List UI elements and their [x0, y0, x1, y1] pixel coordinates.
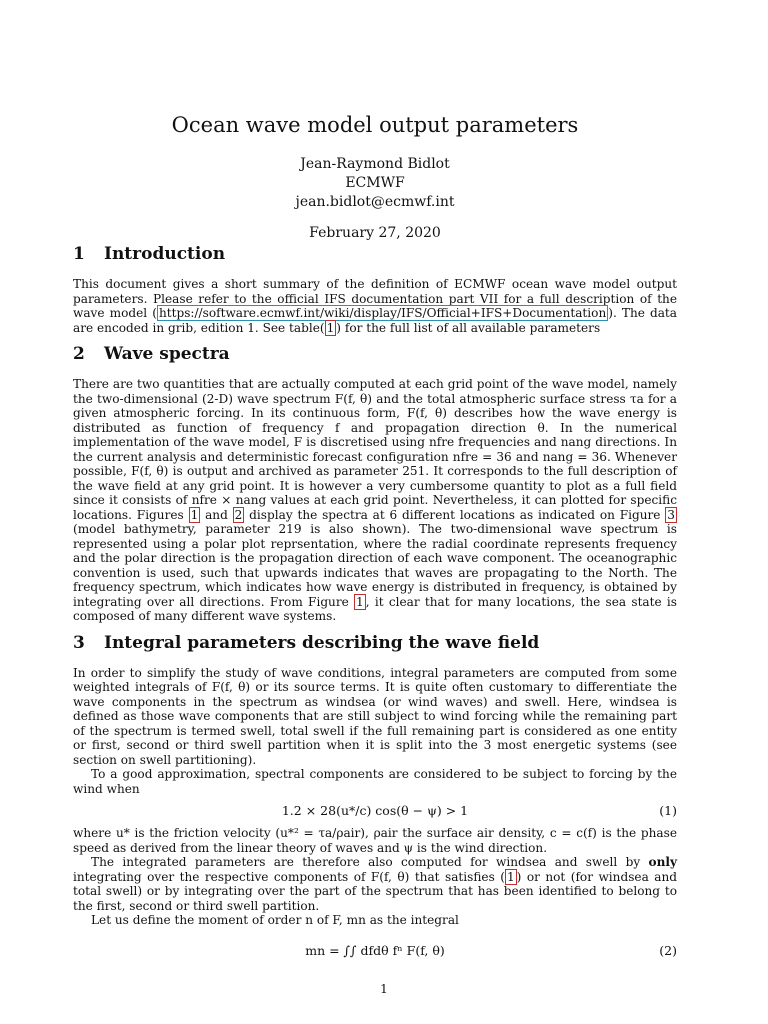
emphasis-only: only	[648, 855, 677, 870]
text-run: and	[200, 507, 233, 522]
section-title: Integral parameters describing the wave field	[104, 632, 540, 653]
section-heading-integral-parameters	[73, 632, 677, 654]
text-run: The integrated parameters are therefore also computed for windsea and swell by	[91, 855, 649, 870]
equation-body: 1.2 × 28(u*/c) cos(θ − ψ) > 1	[281, 803, 469, 819]
equation-ref-link[interactable]: 1	[506, 869, 515, 884]
page-number: 1	[380, 982, 388, 996]
intro-paragraph	[73, 277, 677, 335]
text-run: There are two quantities that are actually computed at each grid point of the wave model, namely the two-dimensional (2-D) wave spectrum F(f, θ) and the total atmospheric surface stress τa for a given atmospheric forcing. In its continuous form, F(f, θ) describes how the wave energy is distributed as function of frequency f and propagation direction θ. In the numerical implementation of the wave model, F is discretised using nfre frequencies and nang directions. In the current analysis and deterministic forecast configuration nfre = 36 and nang = 36. Whenever possible, F(f, θ) is output and archived as parameter 251. It corresponds to the full description of the wave field at any grid point. It is however a very cumbersome quantity to plot as a full field since it consists of nfre × nang values at each grid point. Nevertheless, it can plotted for specific locations. Figures	[73, 377, 677, 522]
paper-date: February 27, 2020	[309, 225, 441, 242]
section-title: Wave spectra	[104, 344, 230, 365]
text-run: (model bathymetry, parameter 219 is also shown). The two-dimensional wave spectrum is represented using a polar plot reprsentation, where the radial coordinate represents frequency and the polar direction is the propagation direction of each wave component. The oceanographic convention is used, such that upwards indicates that waves are propagating to the North. The frequency spectrum, which indicates how wave energy is distributed in frequency, is obtained by integrating over all directions. From Figure	[73, 522, 677, 609]
section-number: 2	[73, 344, 85, 365]
figure-ref-link[interactable]: 3	[667, 507, 675, 522]
wave-spectra-paragraph	[73, 377, 677, 624]
figure-ref-link[interactable]: 1	[190, 507, 199, 522]
author-email: jean.bidlot@ecmwf.int	[295, 194, 455, 211]
author-affiliation: ECMWF	[345, 175, 405, 192]
text-run: This document gives a short summary of the definition of ECMWF ocean wave model output parameters. Please refer to the official IFS documentation part VII for a full description of the wave model (	[73, 277, 677, 321]
equation-body: mn = ∫∫ dfdθ fⁿ F(f, θ)	[305, 942, 445, 958]
integrated-parameters-paragraph	[73, 855, 677, 913]
figure-ref-link[interactable]: 2	[234, 507, 243, 522]
text-run: ). The data are encoded in grib, edition 1. See table(	[73, 306, 677, 335]
text-run: display the spectra at 6 different locations as indicated on Figure	[244, 507, 666, 522]
equation-number: (2)	[659, 942, 677, 958]
table-ref-link[interactable]: 1	[326, 320, 335, 335]
wind-forcing-paragraph: To a good approximation, spectral components are considered to be subject to forcing by the wind when	[73, 767, 677, 796]
equation-number: (1)	[659, 803, 677, 819]
ifs-documentation-link[interactable]: https://software.ecmwf.int/wiki/display/IFS/Official+IFS+Documentation	[158, 306, 607, 321]
text-run: ) or not (for windsea and total swell) or by integrating over the part of the spectrum that has been identified to belong to the first, second or third swell partition.	[73, 869, 677, 913]
section-title: Introduction	[104, 244, 226, 265]
moment-definition-paragraph: Let us define the moment of order n of F, mn as the integral	[91, 913, 459, 928]
section-heading-wave-spectra	[73, 343, 677, 365]
text-run: ) for the full list of all available parameters	[336, 320, 601, 335]
friction-velocity-paragraph: where u* is the friction velocity (u*² = τa/ρair), ρair the surface air density, c = c(f) is the phase speed as derived from the linear theory of waves and ψ is the wind direction.	[73, 826, 677, 855]
text-run: integrating over the respective components of F(f, θ) that satisfies (	[73, 869, 505, 884]
equation-2	[73, 936, 677, 966]
author-block	[73, 155, 677, 212]
equation-1	[73, 800, 677, 822]
figure-ref-link[interactable]: 1	[356, 594, 364, 609]
text-run: , it clear that for many locations, the sea state is composed of many different wave systems.	[73, 594, 677, 624]
integral-parameters-paragraph: In order to simplify the study of wave conditions, integral parameters are computed from some weighted integrals of F(f, θ) or its source terms. It is quite often customary to differentiate the wave components in the spectrum as windsea (or wind waves) and swell. Here, windsea is defined as those wave components that are still subject to wind forcing while the remaining part of the spectrum is termed swell, total swell if the full remaining part is considered as one entity or first, second or third swell partition when it is split into the 3 most energetic systems (see section on swell partitioning).	[73, 665, 677, 767]
section-number: 1	[73, 244, 85, 265]
section-heading-introduction	[73, 243, 677, 265]
author-name: Jean-Raymond Bidlot	[300, 156, 450, 173]
section-number: 3	[73, 632, 85, 653]
paper-title: Ocean wave model output parameters	[171, 113, 579, 137]
